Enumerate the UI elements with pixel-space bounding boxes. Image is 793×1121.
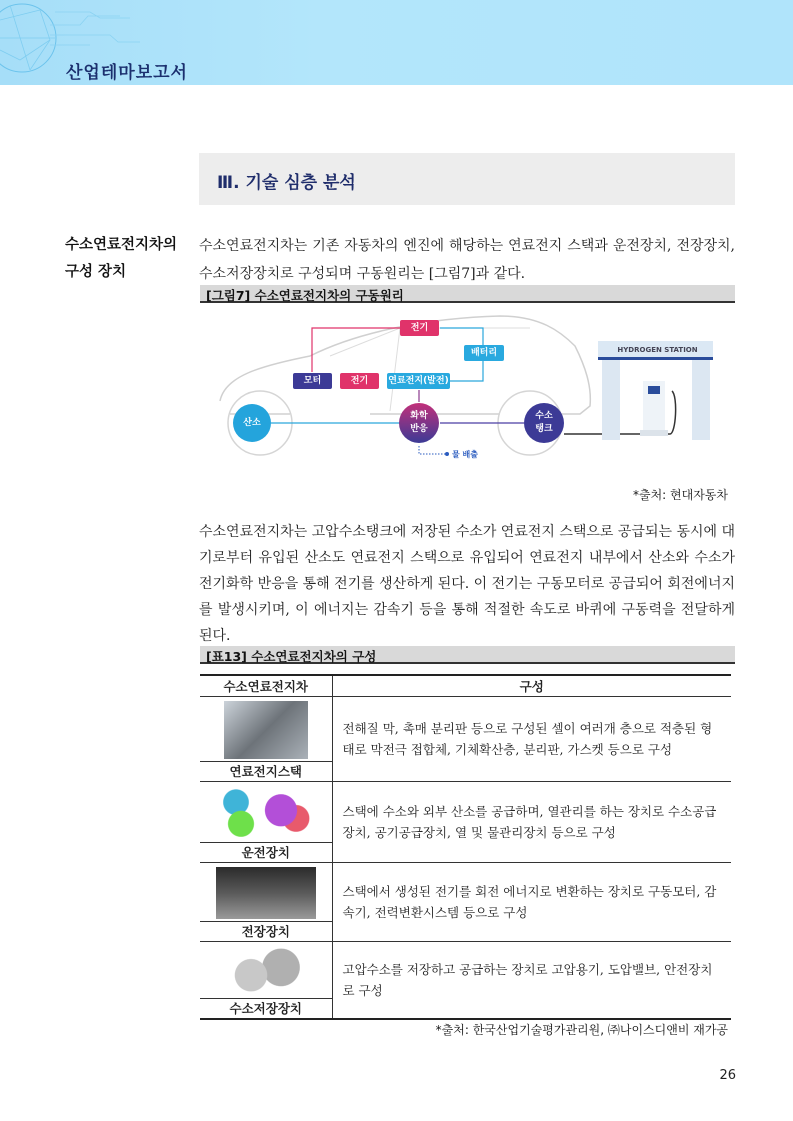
chemical-reaction-circle: 화학 반응 <box>399 403 439 443</box>
row-desc: 스택에서 생성된 전기를 회전 에너지로 변환하는 장치로 구동모터, 감속기, 전력변환시스템 등으로 구성 <box>332 862 731 941</box>
motor-box: 모터 <box>293 373 332 389</box>
components-table <box>200 674 731 1020</box>
body-paragraph: 수소연료전지차는 고압수소탱크에 저장된 수소가 연료전지 스택으로 공급되는 동시에 대기로부터 유입된 산소도 연료전지 스택으로 유입되어 연료전지 내부에서 산소와 수소가 전기화학 반응을 통해 전기를 생산하게 된다. 이 전기는 구동모터로 공급되어 회전에너지를 발생시키며, 이 에너지는 감속기 등을 통해 적절한 속도로 바퀴에 구동력을 전달하게 된다. <box>199 524 735 644</box>
electricity-box-top: 전기 <box>400 320 439 336</box>
table-row <box>200 781 731 862</box>
side-label-line2: 구성 장치 <box>65 264 127 280</box>
header-vehicle: 수소연료전지차 <box>200 675 332 696</box>
electric-device-image <box>216 867 316 919</box>
battery-box: 배터리 <box>464 345 504 361</box>
electricity-box-mid: 전기 <box>340 373 379 389</box>
section-title: Ⅲ. 기술 심층 분석 <box>217 173 356 193</box>
station-sign: HYDROGEN STATION <box>617 346 698 354</box>
table-row <box>200 941 731 1019</box>
intro-paragraph: 수소연료전지차는 기존 자동차의 엔진에 해당하는 연료전지 스택과 운전장치, 전장장치, 수소저장장치로 구성되며 구동원리는 [그림7]과 같다. <box>199 238 735 282</box>
hydrogen-storage-image <box>216 944 316 996</box>
figure-source: *출처: 현대자동차 <box>632 488 728 502</box>
hydrogen-tank-circle: 수소 탱크 <box>524 403 564 443</box>
row-name: 연료전지스택 <box>200 761 332 781</box>
fuel-cell-stack-image <box>224 701 308 759</box>
row-name: 수소저장장치 <box>200 998 332 1018</box>
row-name: 전장장치 <box>200 921 332 941</box>
table-caption: [표13] 수소연료전지차의 구성 <box>200 646 735 664</box>
water-discharge-label: 물 배출 <box>452 450 478 459</box>
row-desc: 전해질 막, 촉매 분리판 등으로 구성된 셀이 여러개 층으로 적층된 형태로 막전극 접합체, 기체확산층, 분리판, 가스켓 등으로 구성 <box>332 696 731 781</box>
section-heading <box>199 153 735 205</box>
table-source: *출처: 한국산업기술평가관리원, ㈜나이스디앤비 재가공 <box>435 1023 728 1037</box>
fuel-cell-box: 연료전지(발전) <box>387 373 450 389</box>
table-header-row <box>200 675 731 696</box>
side-label-line1: 수소연료전지차의 <box>65 237 178 253</box>
figure-caption: [그림7] 수소연료전지차의 구동원리 <box>200 285 735 303</box>
drive-principle-diagram <box>200 306 735 476</box>
row-name: 운전장치 <box>200 842 332 862</box>
table-row <box>200 862 731 941</box>
oxygen-circle: 산소 <box>233 404 271 442</box>
row-desc: 스택에 수소와 외부 산소를 공급하며, 열관리를 하는 장치로 수소공급장치, 공기공급장치, 열 및 물관리장치 등으로 구성 <box>332 781 731 862</box>
page-number: 26 <box>719 1068 736 1083</box>
operating-device-image <box>216 786 316 840</box>
header-composition: 구성 <box>332 675 731 696</box>
table-row <box>200 696 731 781</box>
report-title: 산업테마보고서 <box>66 63 188 83</box>
row-desc: 고압수소를 저장하고 공급하는 장치로 고압용기, 도압밸브, 안전장치로 구성 <box>332 941 731 1019</box>
page-header <box>0 0 793 85</box>
